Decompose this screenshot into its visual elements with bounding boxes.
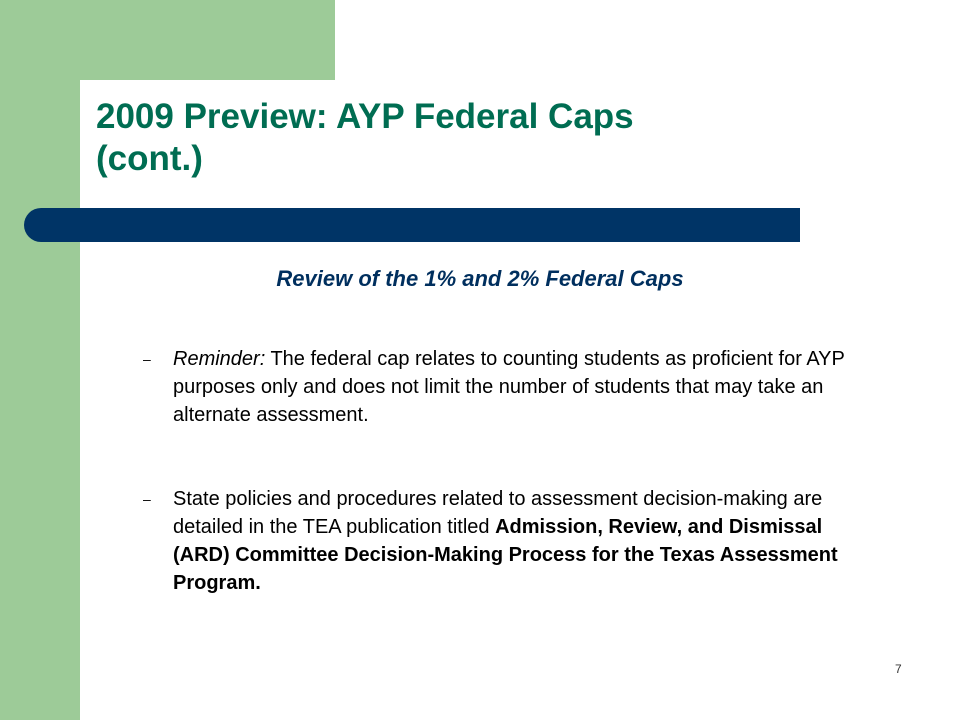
slide-title xyxy=(96,96,896,180)
bullet-lead-italic: Reminder: xyxy=(173,348,266,370)
bullet-dash: – xyxy=(143,351,151,367)
bullet-body: State policies and procedures related to assessment decision-making are detailed in the TEA publication titled xyxy=(173,488,823,538)
slide-subtitle: Review of the 1% and 2% Federal Caps xyxy=(276,266,684,291)
bullet-body: The federal cap relates to counting students as proficient for AYP purposes only and does not limit the number of students that may take an alternate assessment. xyxy=(173,348,845,426)
title-divider-bar xyxy=(24,208,800,242)
bullet-text xyxy=(173,485,883,597)
slide-title-line-2: (cont.) xyxy=(96,139,203,178)
page-number: 7 xyxy=(895,662,902,676)
green-top-block xyxy=(80,0,335,80)
bullet-item-state-policies xyxy=(143,485,883,597)
green-side-bar xyxy=(0,0,80,720)
bullet-item-reminder xyxy=(143,345,883,429)
bullet-dash: – xyxy=(143,491,151,507)
publication-title: Admission, Review, and Dismissal (ARD) Committee Decision-Making Process for the Texas Assessment Program. xyxy=(173,516,838,594)
slide-title-line-1: 2009 Preview: AYP Federal Caps xyxy=(96,97,634,136)
bullet-text xyxy=(173,345,883,429)
